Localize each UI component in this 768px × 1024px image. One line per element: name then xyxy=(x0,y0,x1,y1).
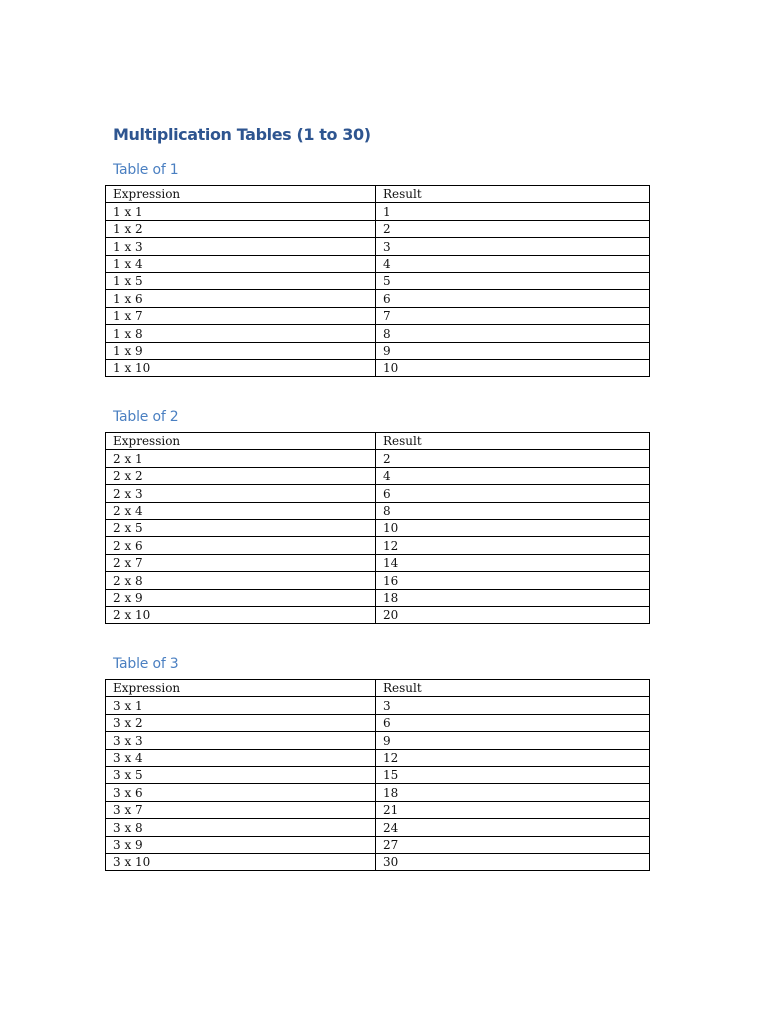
result-cell: 27 xyxy=(376,836,650,853)
table-row xyxy=(106,801,650,818)
table-row xyxy=(106,342,650,359)
result-cell: 24 xyxy=(376,819,650,836)
table-row xyxy=(106,502,650,519)
table-section-2 xyxy=(105,408,649,624)
table-section-3 xyxy=(105,655,649,871)
document-title: Multiplication Tables (1 to 30) xyxy=(113,125,371,144)
result-cell: 18 xyxy=(376,784,650,801)
result-cell: 9 xyxy=(376,732,650,749)
result-column-header: Result xyxy=(376,186,650,203)
result-cell: 12 xyxy=(376,749,650,766)
expression-cell: 1 x 2 xyxy=(106,220,376,237)
table-section-1 xyxy=(105,161,649,377)
table-row xyxy=(106,766,650,783)
result-cell: 6 xyxy=(376,714,650,731)
table-row xyxy=(106,819,650,836)
table-row xyxy=(106,853,650,870)
expression-cell: 3 x 6 xyxy=(106,784,376,801)
expression-cell: 1 x 4 xyxy=(106,255,376,272)
expression-cell: 1 x 9 xyxy=(106,342,376,359)
result-cell: 9 xyxy=(376,342,650,359)
table-row xyxy=(106,203,650,220)
table-row xyxy=(106,485,650,502)
table-row xyxy=(106,697,650,714)
table-header-row xyxy=(106,186,650,203)
table-row xyxy=(106,467,650,484)
table-row xyxy=(106,836,650,853)
result-cell: 4 xyxy=(376,255,650,272)
expression-cell: 1 x 8 xyxy=(106,325,376,342)
result-cell: 18 xyxy=(376,589,650,606)
result-cell: 21 xyxy=(376,801,650,818)
expression-cell: 2 x 1 xyxy=(106,450,376,467)
table-header-row xyxy=(106,433,650,450)
multiplication-table xyxy=(105,185,650,377)
expression-cell: 2 x 4 xyxy=(106,502,376,519)
result-cell: 8 xyxy=(376,325,650,342)
result-cell: 8 xyxy=(376,502,650,519)
result-cell: 10 xyxy=(376,519,650,536)
table-row xyxy=(106,537,650,554)
table-row xyxy=(106,606,650,623)
expression-column-header: Expression xyxy=(106,433,376,450)
expression-cell: 1 x 5 xyxy=(106,272,376,289)
result-cell: 3 xyxy=(376,697,650,714)
multiplication-table xyxy=(105,432,650,624)
table-row xyxy=(106,749,650,766)
expression-cell: 3 x 8 xyxy=(106,819,376,836)
table-row xyxy=(106,359,650,376)
section-heading: Table of 2 xyxy=(113,409,179,425)
table-row xyxy=(106,255,650,272)
result-cell: 30 xyxy=(376,853,650,870)
result-cell: 14 xyxy=(376,554,650,571)
result-cell: 7 xyxy=(376,307,650,324)
table-row xyxy=(106,714,650,731)
result-cell: 3 xyxy=(376,238,650,255)
expression-cell: 1 x 1 xyxy=(106,203,376,220)
table-row xyxy=(106,784,650,801)
expression-cell: 1 x 10 xyxy=(106,359,376,376)
expression-cell: 2 x 5 xyxy=(106,519,376,536)
table-row xyxy=(106,238,650,255)
result-column-header: Result xyxy=(376,680,650,697)
expression-cell: 1 x 3 xyxy=(106,238,376,255)
expression-cell: 2 x 10 xyxy=(106,606,376,623)
result-cell: 6 xyxy=(376,485,650,502)
expression-cell: 3 x 5 xyxy=(106,766,376,783)
expression-cell: 3 x 4 xyxy=(106,749,376,766)
section-heading: Table of 1 xyxy=(113,162,179,178)
table-row xyxy=(106,220,650,237)
expression-cell: 2 x 8 xyxy=(106,572,376,589)
expression-cell: 2 x 9 xyxy=(106,589,376,606)
result-cell: 10 xyxy=(376,359,650,376)
table-row xyxy=(106,325,650,342)
table-body xyxy=(106,433,650,624)
table-row xyxy=(106,589,650,606)
expression-cell: 2 x 6 xyxy=(106,537,376,554)
expression-cell: 2 x 2 xyxy=(106,467,376,484)
expression-cell: 2 x 3 xyxy=(106,485,376,502)
expression-cell: 3 x 3 xyxy=(106,732,376,749)
expression-column-header: Expression xyxy=(106,680,376,697)
table-row xyxy=(106,307,650,324)
expression-cell: 1 x 6 xyxy=(106,290,376,307)
table-row xyxy=(106,450,650,467)
table-row xyxy=(106,290,650,307)
expression-cell: 3 x 1 xyxy=(106,697,376,714)
result-cell: 5 xyxy=(376,272,650,289)
section-heading: Table of 3 xyxy=(113,656,179,672)
result-cell: 16 xyxy=(376,572,650,589)
table-row xyxy=(106,519,650,536)
expression-cell: 1 x 7 xyxy=(106,307,376,324)
expression-cell: 3 x 7 xyxy=(106,801,376,818)
table-row xyxy=(106,272,650,289)
result-cell: 6 xyxy=(376,290,650,307)
result-cell: 4 xyxy=(376,467,650,484)
result-cell: 20 xyxy=(376,606,650,623)
table-row xyxy=(106,732,650,749)
result-cell: 2 xyxy=(376,450,650,467)
result-cell: 2 xyxy=(376,220,650,237)
table-row xyxy=(106,572,650,589)
table-row xyxy=(106,554,650,571)
result-cell: 12 xyxy=(376,537,650,554)
multiplication-table xyxy=(105,679,650,871)
table-header-row xyxy=(106,680,650,697)
table-body xyxy=(106,186,650,377)
expression-cell: 2 x 7 xyxy=(106,554,376,571)
expression-cell: 3 x 10 xyxy=(106,853,376,870)
result-cell: 1 xyxy=(376,203,650,220)
result-cell: 15 xyxy=(376,766,650,783)
result-column-header: Result xyxy=(376,433,650,450)
expression-cell: 3 x 2 xyxy=(106,714,376,731)
expression-column-header: Expression xyxy=(106,186,376,203)
expression-cell: 3 x 9 xyxy=(106,836,376,853)
table-body xyxy=(106,680,650,871)
